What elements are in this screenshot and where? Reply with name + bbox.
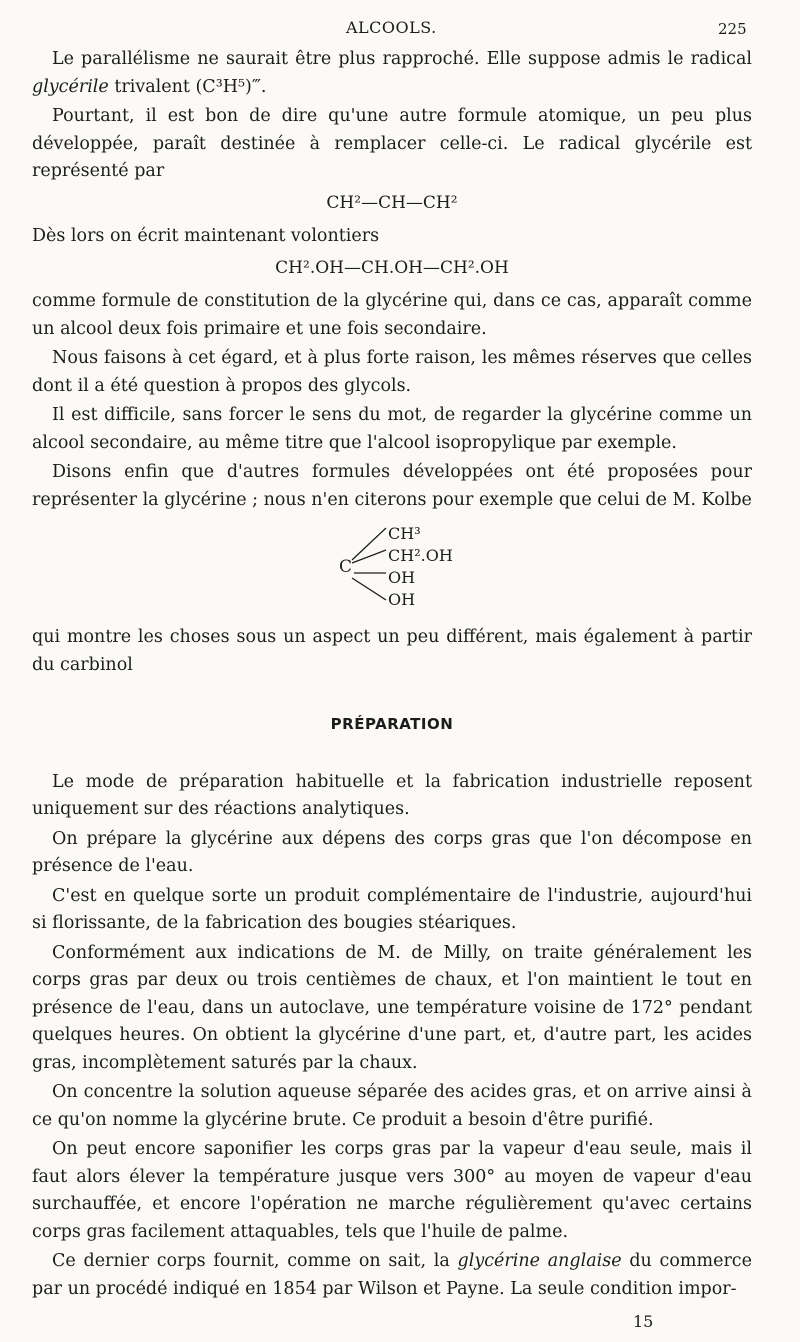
paragraph: Dès lors on écrit maintenant volontiers xyxy=(32,226,380,246)
formula-text: CH².OH—CH.OH—CH².OH xyxy=(275,257,509,278)
paragraph: On peut encore saponifier les corps gras par la vapeur d'eau seule, mais il faut alors élever la température jusque vers 300° au moyen de vapeur d'eau surchauffée, et encore l'opération ne marche régulièrement qu'avec certains corps gras facilement attaquables, tels que l'huile de palme. xyxy=(32,1139,752,1242)
paragraph: Le mode de préparation habituelle et la fabrication industrielle reposent uniquement sur des réactions analytiques. xyxy=(32,771,752,819)
formula-glycerile-radical xyxy=(32,190,752,218)
paragraph-text: du commerce par un procédé indiqué en 1854 par Wilson et Payne. La seule condition impor- xyxy=(32,1251,752,1299)
formula-group: CH².OH xyxy=(388,546,453,565)
running-title: ALCOOLS. xyxy=(346,18,437,37)
formula-bonds xyxy=(350,520,390,612)
formula-kolbe xyxy=(32,520,752,612)
paragraph: On prépare la glycérine aux dépens des corps gras que l'on décompose en présence de l'eau. xyxy=(32,828,752,876)
paragraph: Conformément aux indications de M. de Milly, on traite généralement les corps gras par deux ou trois centièmes de chaux, et l'on maintient le tout en présence de l'eau, dans un autoclave, une température voisine de 172° pendant quelques heures. On obtient la glycérine d'une part, et, d'autre part, les acides gras, incomplètement saturés par la chaux. xyxy=(32,942,752,1073)
paragraph: Nous faisons à cet égard, et à plus forte raison, les mêmes réserves que celles dont il a été question à propos des glycols. xyxy=(32,348,752,396)
running-header xyxy=(0,14,800,38)
paragraph xyxy=(32,46,752,101)
paragraph: Pourtant, il est bon de dire qu'une autre formule atomique, un peu plus développée, paraît destinée à remplacer celle-ci. Le radical glycérile est représenté par xyxy=(32,106,752,181)
formula-group: OH xyxy=(388,568,416,587)
paragraph: Disons enfin que d'autres formules développées ont été proposées pour représenter la glycérine ; nous n'en citerons pour exemple que celui de M. Kolbe xyxy=(32,462,752,510)
paragraph: qui montre les choses sous un aspect un peu différent, mais également à partir du carbinol xyxy=(32,627,752,675)
paragraph: Il est difficile, sans forcer le sens du mot, de regarder la glycérine comme un alcool secondaire, au même titre que l'alcool isopropylique par exemple. xyxy=(32,405,752,453)
formula-carbon: C xyxy=(339,557,353,577)
italic-term: glycérine anglaise xyxy=(457,1251,622,1271)
section-heading: PRÉPARATION xyxy=(330,715,454,733)
paragraph: C'est en quelque sorte un produit complémentaire de l'industrie, aujourd'hui si florissante, de la fabrication des bougies stéariques. xyxy=(32,885,752,933)
paragraph: On concentre la solution aqueuse séparée des acides gras, et on arrive ainsi à ce qu'on nomme la glycérine brute. Ce produit a besoin d'être purifié. xyxy=(32,1082,752,1130)
paragraph-text: Le parallélisme ne saurait être plus rapproché. Elle suppose admis le radical xyxy=(52,49,752,69)
signature-mark: 15 xyxy=(633,1312,654,1331)
formula-text: CH²—CH—CH² xyxy=(326,192,458,213)
formula-group: CH³ xyxy=(388,524,421,543)
paragraph xyxy=(32,1248,752,1303)
page-number: 225 xyxy=(718,20,747,38)
paragraph-text: Ce dernier corps fournit, comme on sait, la xyxy=(52,1251,450,1271)
paragraph-text: trivalent (C³H⁵)‴. xyxy=(114,76,267,97)
page-body xyxy=(32,46,752,1305)
formula-group: OH xyxy=(388,590,416,609)
formula-glycerine xyxy=(32,255,752,283)
paragraph: comme formule de constitution de la glycérine qui, dans ce cas, apparaît comme un alcool deux fois primaire et une fois secondaire. xyxy=(32,291,752,339)
italic-term: glycérile xyxy=(32,76,109,97)
